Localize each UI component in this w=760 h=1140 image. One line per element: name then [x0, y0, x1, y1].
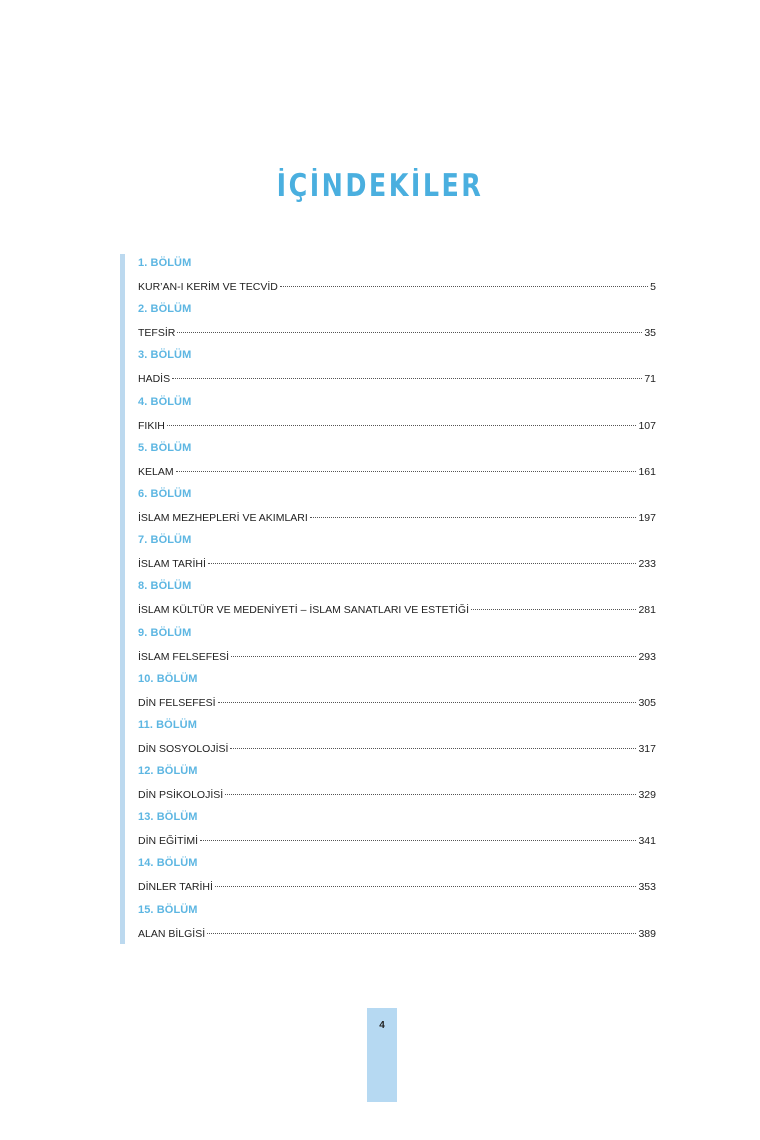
toc-line[interactable]: [138, 368, 656, 390]
toc-line[interactable]: [138, 646, 656, 668]
toc-line[interactable]: [138, 923, 656, 945]
toc-entry[interactable]: [138, 762, 656, 808]
dot-leader: [471, 609, 636, 610]
chapter-title: İSLAM FELSEFESİ: [138, 650, 230, 663]
toc-line[interactable]: [138, 692, 656, 714]
dot-leader: [225, 794, 636, 795]
dot-leader: [176, 471, 637, 472]
dot-leader: [200, 840, 636, 841]
toc-line[interactable]: [138, 276, 656, 298]
chapter-page-number: 5: [650, 281, 656, 293]
chapter-title: DİN EĞİTİMİ: [138, 835, 199, 848]
chapter-title: KELAM: [138, 465, 174, 478]
chapter-title: İSLAM KÜLTÜR VE MEDENİYETİ – İSLAM SANATLARI VE ESTETİĞİ: [138, 604, 470, 617]
page-number-tab: [367, 1008, 397, 1102]
section-label: 13. BÖLÜM: [138, 811, 198, 824]
dot-leader: [177, 332, 642, 333]
toc-entry[interactable]: [138, 670, 656, 716]
toc-line[interactable]: [138, 415, 656, 437]
toc-entry[interactable]: [138, 439, 656, 485]
toc-entry[interactable]: [138, 716, 656, 762]
toc-entry[interactable]: [138, 854, 656, 900]
toc-entry[interactable]: [138, 531, 656, 577]
toc-line[interactable]: [138, 876, 656, 898]
page-number: 4: [379, 1020, 385, 1031]
toc-entry[interactable]: [138, 901, 656, 947]
chapter-title: FIKIH: [138, 419, 165, 432]
section-label: 8. BÖLÜM: [138, 580, 192, 593]
chapter-page-number: 35: [644, 327, 656, 340]
toc-line[interactable]: [138, 599, 656, 621]
chapter-page-number: 281: [638, 604, 656, 617]
section-label: 15. BÖLÜM: [138, 903, 198, 916]
toc-line[interactable]: [138, 738, 656, 760]
section-label: 10. BÖLÜM: [138, 672, 198, 685]
dot-leader: [280, 286, 648, 287]
dot-leader: [215, 886, 637, 887]
chapter-page-number: 341: [638, 835, 656, 848]
chapter-title: İSLAM TARİHİ: [138, 558, 206, 571]
toc-line[interactable]: [138, 322, 656, 344]
chapter-page-number: 353: [638, 881, 656, 894]
chapter-page-number: 389: [638, 927, 656, 940]
toc-accent-bar: [120, 254, 125, 944]
chapter-title: DİN FELSEFESİ: [138, 696, 216, 709]
chapter-page-number: 107: [638, 419, 656, 432]
toc-line[interactable]: [138, 507, 656, 529]
toc-entry[interactable]: [138, 254, 656, 300]
chapter-title: KUR’AN-I KERİM VE TECVİD: [138, 281, 278, 293]
section-label: 11. BÖLÜM: [138, 718, 197, 731]
toc-line[interactable]: [138, 461, 656, 483]
toc-line[interactable]: [138, 830, 656, 852]
chapter-page-number: 197: [638, 511, 656, 524]
chapter-title: İSLAM MEZHEPLERİ VE AKIMLARI: [138, 511, 308, 524]
dot-leader: [310, 517, 637, 518]
chapter-page-number: 329: [638, 789, 656, 802]
chapter-page-number: 71: [644, 373, 656, 386]
section-label: 3. BÖLÜM: [138, 349, 192, 362]
chapter-page-number: 317: [638, 742, 656, 755]
dot-leader: [207, 933, 636, 934]
toc-entry[interactable]: [138, 808, 656, 854]
section-label: 9. BÖLÜM: [138, 626, 192, 639]
chapter-page-number: 161: [638, 465, 656, 478]
chapter-title: DİNLER TARİHİ: [138, 881, 213, 894]
dot-leader: [231, 656, 636, 657]
section-label: 2. BÖLÜM: [138, 303, 192, 316]
toc-entry[interactable]: [138, 346, 656, 392]
chapter-title: TEFSİR: [138, 327, 176, 340]
dot-leader: [167, 425, 637, 426]
dot-leader: [208, 563, 637, 564]
chapter-title: HADİS: [138, 373, 171, 386]
toc-entry[interactable]: [138, 393, 656, 439]
chapter-page-number: 233: [638, 558, 656, 571]
dot-leader: [230, 748, 636, 749]
section-label: 4. BÖLÜM: [138, 395, 192, 408]
section-label: 1. BÖLÜM: [138, 257, 192, 269]
chapter-title: DİN SOSYOLOJİSİ: [138, 742, 229, 755]
section-label: 12. BÖLÜM: [138, 765, 198, 778]
dot-leader: [218, 702, 637, 703]
section-label: 14. BÖLÜM: [138, 857, 198, 870]
section-label: 7. BÖLÜM: [138, 534, 192, 547]
toc-entry[interactable]: [138, 485, 656, 531]
chapter-title: ALAN BİLGİSİ: [138, 927, 206, 940]
page-title: İÇİNDEKİLER: [276, 168, 484, 204]
section-label: 6. BÖLÜM: [138, 487, 192, 500]
table-of-contents: [138, 254, 656, 947]
toc-line[interactable]: [138, 553, 656, 575]
toc-line[interactable]: [138, 784, 656, 806]
toc-entry[interactable]: [138, 624, 656, 670]
chapter-title: DİN PSİKOLOJİSİ: [138, 789, 224, 802]
toc-entry[interactable]: [138, 300, 656, 346]
chapter-page-number: 293: [638, 650, 656, 663]
toc-entry[interactable]: [138, 577, 656, 623]
dot-leader: [172, 378, 642, 379]
chapter-page-number: 305: [638, 696, 656, 709]
section-label: 5. BÖLÜM: [138, 441, 192, 454]
